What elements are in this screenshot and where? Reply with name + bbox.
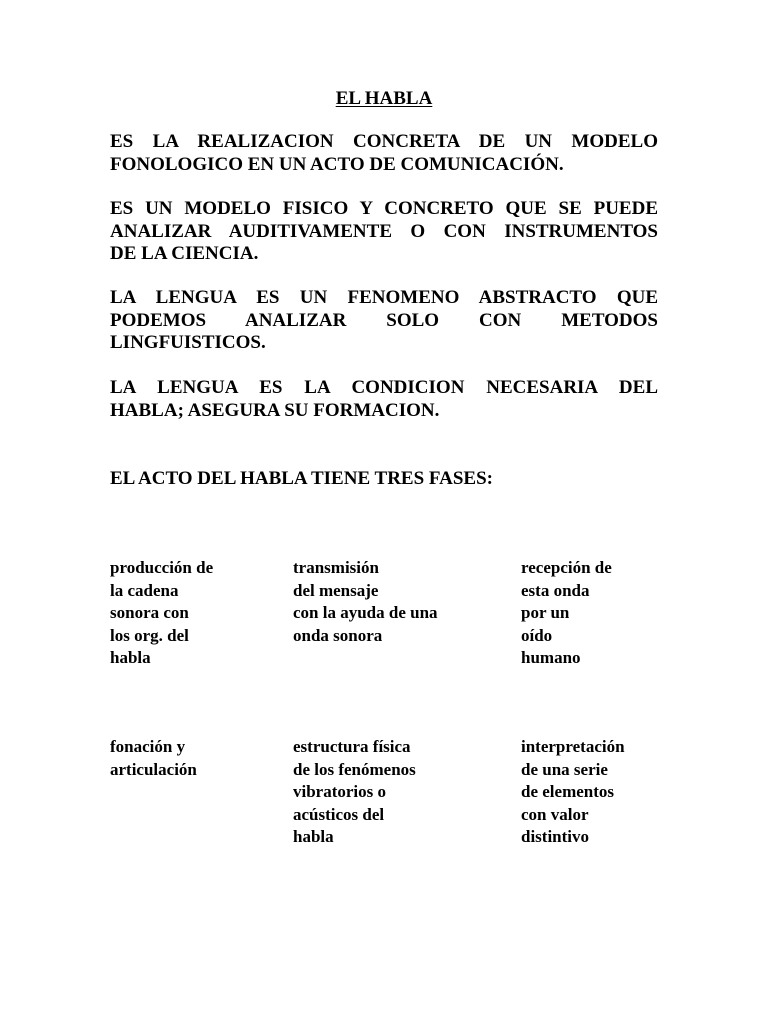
paragraph-line: LINGFUISTICOS.: [110, 332, 266, 353]
paragraph-1: [110, 131, 658, 176]
phase-2-term: estructura física de los fenómenos vibratorios o acústicos del habla: [293, 737, 416, 846]
phase-1-description: producción de la cadena sonora con los org. del habla: [110, 558, 214, 667]
paragraph-line: LA LENGUA ES LA CONDICION NECESARIA DEL: [110, 377, 658, 398]
paragraph-line: ES UN MODELO FISICO Y CONCRETO QUE SE PUEDE: [110, 198, 658, 219]
phases-heading: EL ACTO DEL HABLA TIENE TRES FASES:: [110, 468, 493, 489]
page-title: EL HABLA: [335, 88, 433, 109]
phase-2-description: transmisión del mensaje con la ayuda de una onda sonora: [293, 558, 438, 645]
phase-1-term: fonación y articulación: [110, 737, 197, 779]
paragraph-2: [110, 198, 658, 266]
paragraph-3: [110, 287, 658, 355]
paragraph-4: [110, 377, 658, 422]
paragraph-line: HABLA; ASEGURA SU FORMACION.: [110, 399, 440, 421]
paragraph-line: LA LENGUA ES UN FENOMENO ABSTRACTO QUE: [110, 287, 658, 308]
phase-3-term: interpretación de una serie de elementos con valor distintivo: [521, 737, 625, 846]
paragraph-line: ES LA REALIZACION CONCRETA DE UN MODELO: [110, 131, 658, 152]
paragraph-line: ANALIZAR AUDITIVAMENTE O CON INSTRUMENTOS: [110, 220, 658, 242]
phase-3-description: recepción de esta onda por un oído humano: [521, 558, 612, 667]
paragraph-line: DE LA CIENCIA.: [110, 243, 259, 264]
paragraph-line: PODEMOS ANALIZAR SOLO CON METODOS: [110, 309, 658, 331]
paragraph-line: FONOLOGICO EN UN ACTO DE COMUNICACIÓN.: [110, 153, 564, 175]
